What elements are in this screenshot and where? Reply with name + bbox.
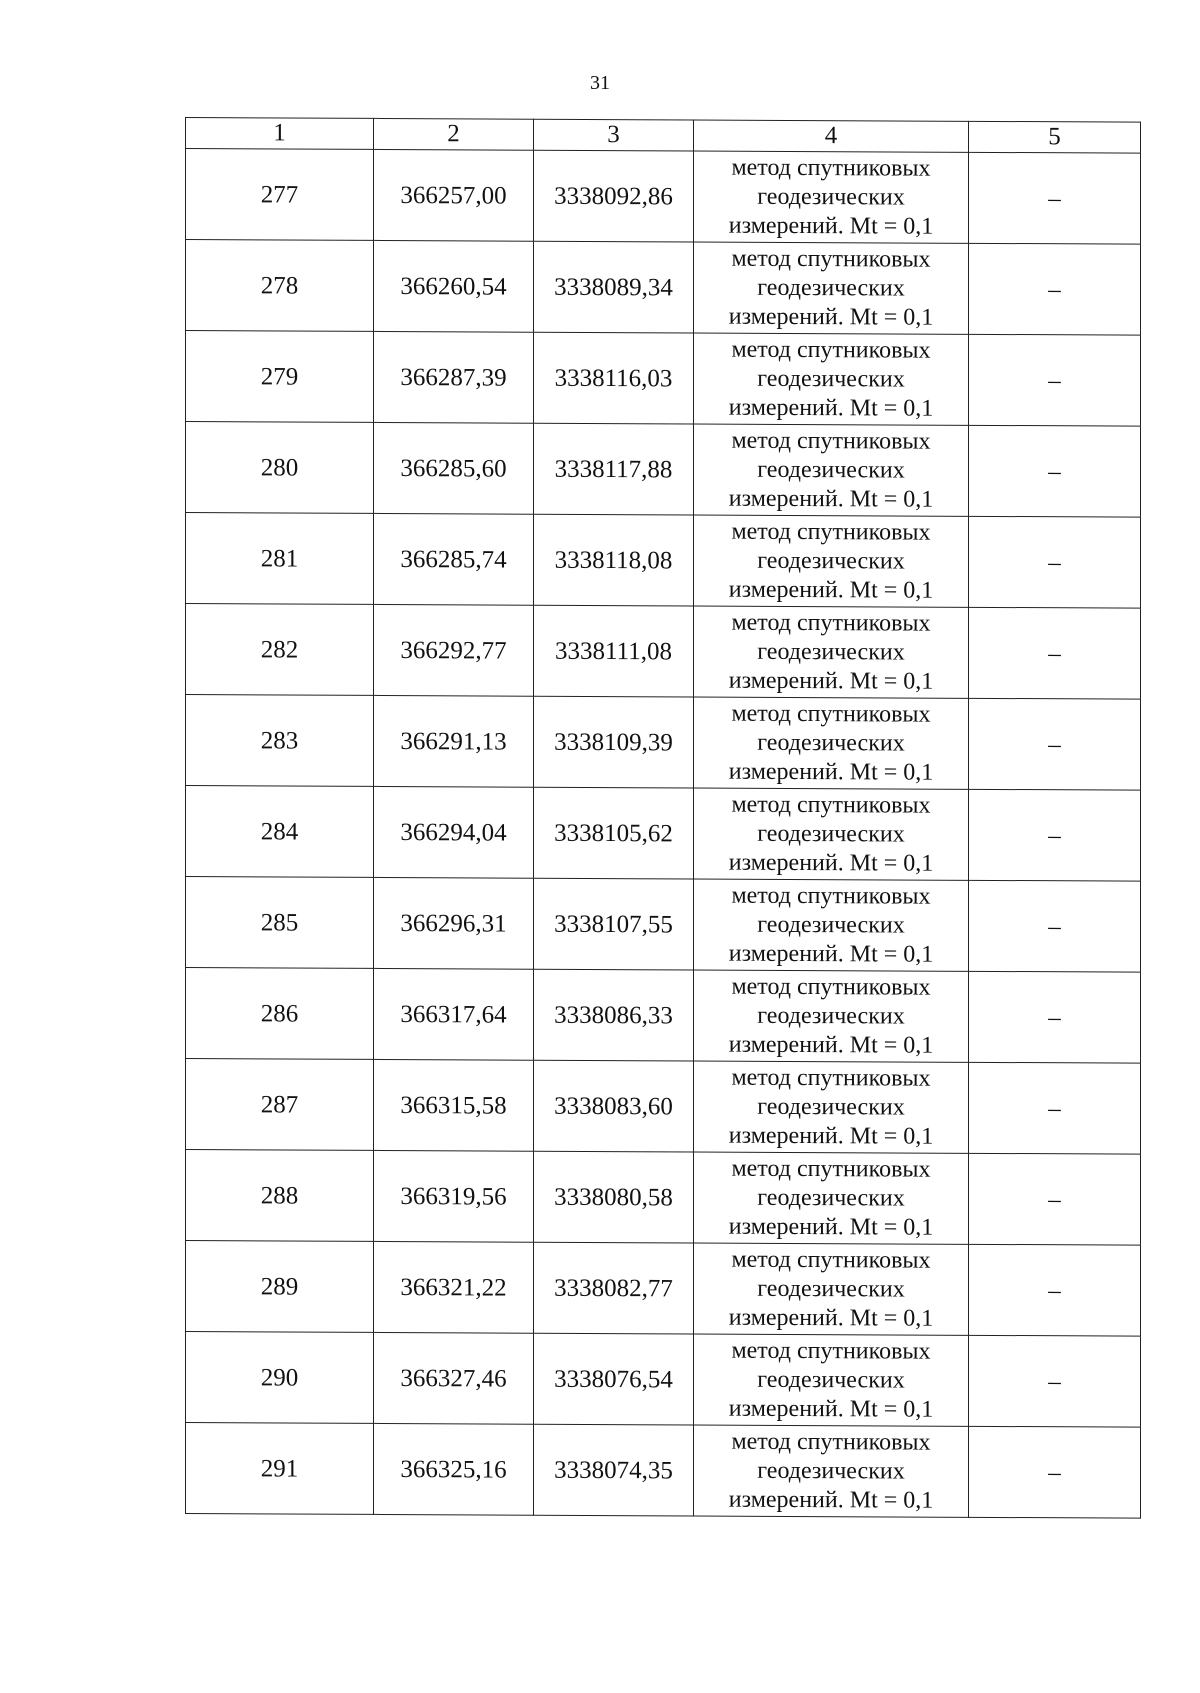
note-cell: – — [969, 425, 1141, 517]
method-cell — [694, 879, 969, 971]
header-col-1: 1 — [186, 118, 374, 150]
table-row — [186, 695, 1141, 791]
point-number-cell: 277 — [186, 149, 374, 241]
method-line: измерений. Mt = 0,1 — [728, 1304, 934, 1332]
header-col-3: 3 — [534, 119, 694, 151]
method-line: измерений. Mt = 0,1 — [728, 485, 934, 513]
method-line: метод спутниковых — [731, 518, 931, 546]
method-line: измерений. Mt = 0,1 — [728, 1486, 934, 1514]
method-line: метод спутниковых — [731, 1064, 931, 1092]
method-line: геодезических — [757, 820, 905, 848]
method-cell — [694, 1334, 969, 1426]
coord-x-cell: 366260,54 — [374, 240, 534, 332]
header-col-4: 4 — [694, 120, 969, 152]
method-cell — [694, 333, 969, 425]
table-row — [186, 877, 1141, 973]
coord-y-cell: 3338082,77 — [534, 1242, 694, 1334]
method-cell — [694, 606, 969, 698]
method-line: метод спутниковых — [731, 882, 931, 910]
point-number-cell: 291 — [186, 1423, 374, 1515]
method-line: измерений. Mt = 0,1 — [728, 576, 934, 604]
coord-x-cell: 366292,77 — [374, 604, 534, 696]
note-cell: – — [969, 971, 1141, 1063]
method-line: измерений. Mt = 0,1 — [728, 1213, 934, 1241]
table-row — [186, 331, 1141, 427]
coord-y-cell: 3338118,08 — [534, 514, 694, 606]
note-cell: – — [969, 243, 1141, 335]
method-line: геодезических — [757, 456, 905, 484]
point-number-cell: 287 — [186, 1059, 374, 1151]
method-line: измерений. Mt = 0,1 — [728, 1122, 934, 1150]
coord-x-cell: 366294,04 — [374, 786, 534, 878]
coord-x-cell: 366327,46 — [374, 1332, 534, 1424]
note-cell: – — [969, 516, 1141, 608]
coord-x-cell: 366317,64 — [374, 968, 534, 1060]
coord-y-cell: 3338092,86 — [534, 150, 694, 242]
point-number-cell: 289 — [186, 1241, 374, 1333]
note-cell: – — [969, 880, 1141, 972]
method-line: метод спутниковых — [731, 1337, 931, 1365]
point-number-cell: 290 — [186, 1332, 374, 1424]
page-number: 31 — [590, 72, 610, 94]
method-line: метод спутниковых — [731, 1428, 931, 1456]
method-line: метод спутниковых — [731, 1155, 931, 1183]
header-row — [186, 118, 1141, 154]
coord-y-cell: 3338109,39 — [534, 696, 694, 788]
method-line: геодезических — [757, 911, 905, 939]
point-number-cell: 282 — [186, 604, 374, 696]
header-col-5: 5 — [969, 121, 1141, 153]
coord-y-cell: 3338107,55 — [534, 878, 694, 970]
coord-x-cell: 366296,31 — [374, 877, 534, 969]
method-cell — [694, 697, 969, 789]
table-row — [186, 1150, 1141, 1246]
table-row — [186, 604, 1141, 700]
coord-x-cell: 366315,58 — [374, 1059, 534, 1151]
coord-x-cell: 366287,39 — [374, 331, 534, 423]
coord-y-cell: 3338076,54 — [534, 1333, 694, 1425]
table-row — [186, 786, 1141, 882]
point-number-cell: 288 — [186, 1150, 374, 1242]
point-number-cell: 281 — [186, 513, 374, 605]
point-number-cell: 284 — [186, 786, 374, 878]
header-col-2: 2 — [374, 118, 534, 150]
table-header — [186, 118, 1141, 154]
coord-y-cell: 3338105,62 — [534, 787, 694, 879]
note-cell: – — [969, 152, 1141, 244]
note-cell: – — [969, 698, 1141, 790]
method-line: геодезических — [757, 1184, 905, 1212]
coord-y-cell: 3338117,88 — [534, 423, 694, 515]
note-cell: – — [969, 1335, 1141, 1427]
method-line: геодезических — [757, 1093, 905, 1121]
method-cell — [694, 1425, 969, 1517]
table-row — [186, 149, 1141, 245]
method-line: измерений. Mt = 0,1 — [728, 212, 934, 240]
point-number-cell: 286 — [186, 968, 374, 1060]
table-row — [186, 1059, 1141, 1155]
coord-y-cell: 3338074,35 — [534, 1424, 694, 1516]
coord-x-cell: 366321,22 — [374, 1241, 534, 1333]
table-row — [186, 1332, 1141, 1428]
method-line: метод спутниковых — [731, 336, 931, 364]
method-cell — [694, 1243, 969, 1335]
coord-x-cell: 366257,00 — [374, 149, 534, 241]
table-row — [186, 968, 1141, 1064]
method-line: измерений. Mt = 0,1 — [728, 1031, 934, 1059]
coord-y-cell: 3338080,58 — [534, 1151, 694, 1243]
method-line: геодезических — [757, 729, 905, 757]
note-cell: – — [969, 1062, 1141, 1154]
note-cell: – — [969, 334, 1141, 426]
note-cell: – — [969, 1153, 1141, 1245]
method-line: геодезических — [757, 365, 905, 393]
coord-y-cell: 3338083,60 — [534, 1060, 694, 1152]
table-row — [186, 240, 1141, 336]
note-cell: – — [969, 789, 1141, 881]
method-line: метод спутниковых — [731, 609, 931, 637]
table-body — [186, 149, 1141, 1519]
point-number-cell: 279 — [186, 331, 374, 423]
method-line: измерений. Mt = 0,1 — [728, 940, 934, 968]
point-number-cell: 285 — [186, 877, 374, 969]
note-cell: – — [969, 1244, 1141, 1336]
coord-x-cell: 366325,16 — [374, 1423, 534, 1515]
method-line: метод спутниковых — [731, 427, 931, 455]
method-line: измерений. Mt = 0,1 — [728, 394, 934, 422]
note-cell: – — [969, 1426, 1141, 1518]
table-row — [186, 422, 1141, 518]
method-cell — [694, 788, 969, 880]
method-line: метод спутниковых — [731, 973, 931, 1001]
coord-x-cell: 366319,56 — [374, 1150, 534, 1242]
method-cell — [694, 515, 969, 607]
coordinates-table — [185, 117, 1141, 1519]
point-number-cell: 283 — [186, 695, 374, 787]
method-line: метод спутниковых — [731, 700, 931, 728]
method-line: метод спутниковых — [731, 1246, 931, 1274]
coord-x-cell: 366291,13 — [374, 695, 534, 787]
note-cell: – — [969, 607, 1141, 699]
coord-x-cell: 366285,60 — [374, 422, 534, 514]
method-cell — [694, 424, 969, 516]
method-cell — [694, 242, 969, 334]
table-row — [186, 513, 1141, 609]
method-cell — [694, 1152, 969, 1244]
coord-y-cell: 3338116,03 — [534, 332, 694, 424]
method-line: метод спутниковых — [731, 245, 931, 273]
method-line: измерений. Mt = 0,1 — [728, 1395, 934, 1423]
method-cell — [694, 151, 969, 243]
method-line: измерений. Mt = 0,1 — [728, 849, 934, 877]
coord-y-cell: 3338089,34 — [534, 241, 694, 333]
table-row — [186, 1241, 1141, 1337]
method-line: геодезических — [757, 638, 905, 666]
method-line: метод спутниковых — [731, 791, 931, 819]
method-line: геодезических — [757, 1366, 905, 1394]
method-cell — [694, 1061, 969, 1153]
method-line: измерений. Mt = 0,1 — [728, 667, 934, 695]
method-line: измерений. Mt = 0,1 — [728, 303, 934, 331]
method-line: геодезических — [757, 183, 905, 211]
point-number-cell: 278 — [186, 240, 374, 332]
method-cell — [694, 970, 969, 1062]
table-row — [186, 1423, 1141, 1519]
coord-x-cell: 366285,74 — [374, 513, 534, 605]
method-line: геодезических — [757, 1275, 905, 1303]
point-number-cell: 280 — [186, 422, 374, 514]
method-line: геодезических — [757, 547, 905, 575]
method-line: измерений. Mt = 0,1 — [728, 758, 934, 786]
method-line: геодезических — [757, 274, 905, 302]
coord-y-cell: 3338086,33 — [534, 969, 694, 1061]
method-line: метод спутниковых — [731, 154, 931, 182]
method-line: геодезических — [757, 1002, 905, 1030]
method-line: геодезических — [757, 1457, 905, 1485]
coord-y-cell: 3338111,08 — [534, 605, 694, 697]
